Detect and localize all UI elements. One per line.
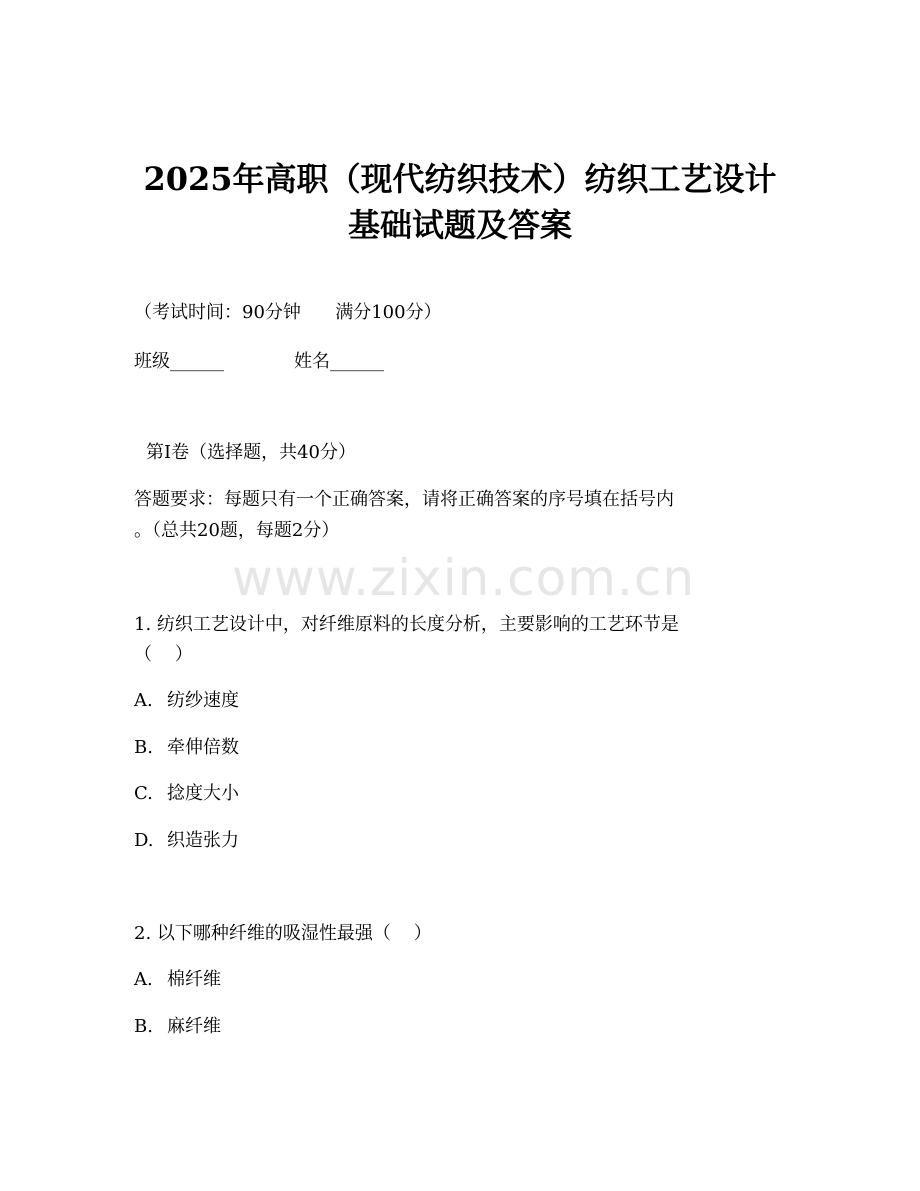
class-field-label: 班级______ — [134, 351, 224, 372]
option-text: 织造张力 — [167, 830, 239, 851]
option-text: 麻纤维 — [167, 1016, 221, 1037]
option-key: B. — [134, 737, 153, 758]
section-heading: 第I卷（选择题，共40分） — [146, 442, 357, 463]
name-field-label: 姓名______ — [294, 351, 384, 372]
exam-info: （考试时间：90分钟 满分100分） — [134, 302, 442, 323]
question-1-option-a — [134, 689, 239, 713]
question-2-option-b — [134, 1015, 221, 1039]
question-2-stem: 2. 以下哪种纤维的吸湿性最强（ ） — [134, 923, 432, 944]
option-text: 牵伸倍数 — [167, 737, 239, 758]
option-text: 捻度大小 — [167, 783, 239, 804]
option-key: C. — [134, 783, 153, 804]
instructions-line1: 答题要求：每题只有一个正确答案，请将正确答案的序号填在括号内 — [134, 489, 674, 510]
question-2-option-a — [134, 968, 221, 992]
option-text: 纺纱速度 — [167, 690, 239, 711]
question-1-stem-blank: （ ） — [134, 644, 193, 665]
question-1-option-c — [134, 782, 239, 806]
option-key: D. — [134, 830, 154, 851]
question-1-stem: 1. 纺织工艺设计中，对纤维原料的长度分析，主要影响的工艺环节是 — [134, 614, 679, 635]
question-1-option-b — [134, 736, 239, 760]
option-key: A. — [134, 969, 153, 990]
option-key: B. — [134, 1016, 153, 1037]
option-key: A. — [134, 690, 153, 711]
watermark-text: www.zixin.com.cn — [232, 549, 696, 607]
question-1-option-d — [134, 829, 239, 853]
document-title-line2: 基础试题及答案 — [347, 206, 572, 244]
instructions-line2: 。（总共20题，每题2分） — [134, 520, 340, 541]
document-title-line1: 2025年高职（现代纺织技术）纺织工艺设计 — [143, 160, 777, 198]
option-text: 棉纤维 — [167, 969, 221, 990]
